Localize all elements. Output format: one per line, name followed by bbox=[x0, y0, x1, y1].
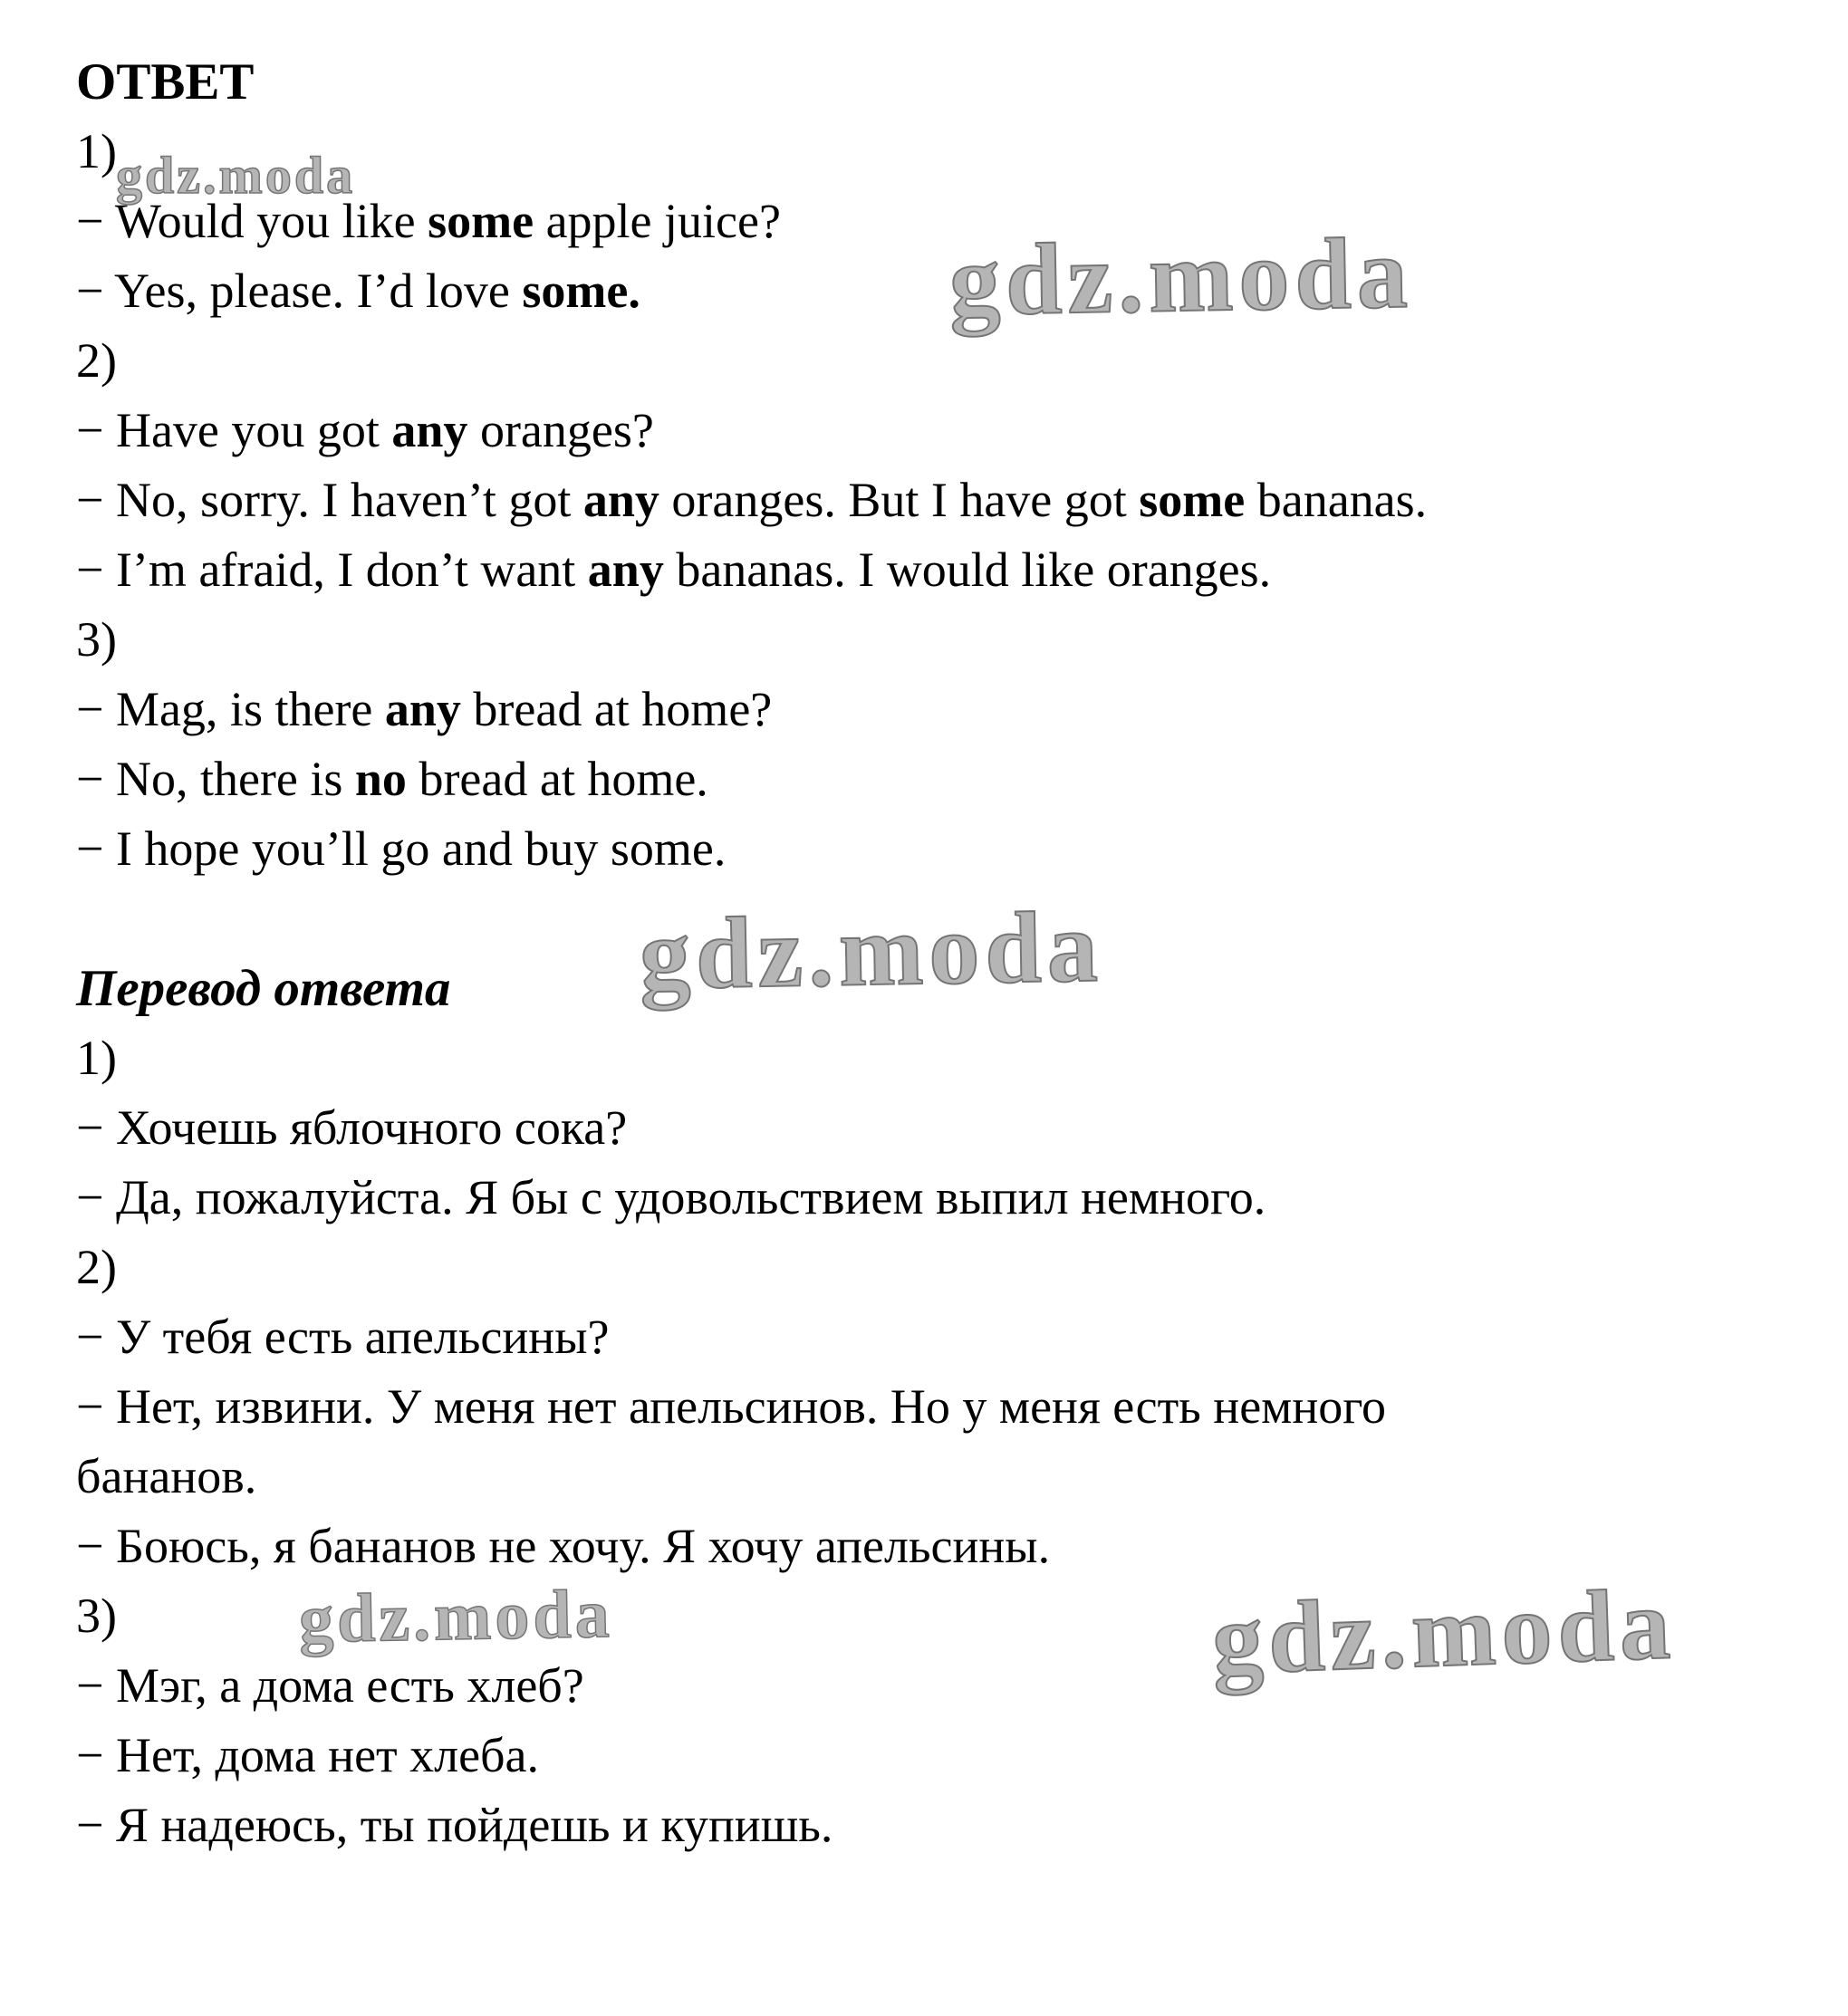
dialog-line bbox=[76, 1372, 1815, 1442]
dialog-text-bold: any bbox=[391, 403, 468, 457]
dialog-text: − Я надеюсь, ты пойдешь и купишь. bbox=[76, 1798, 833, 1852]
dialog-line bbox=[76, 1302, 1815, 1372]
dialog-text: oranges. But I have got bbox=[659, 473, 1140, 527]
dialog-text-bold: any bbox=[587, 542, 664, 597]
dialog-line bbox=[76, 744, 1815, 814]
dialog-text: apple juice? bbox=[534, 194, 781, 248]
section-number: 1) bbox=[76, 124, 117, 178]
dialog-text: − I’m afraid, I don’t want bbox=[76, 542, 588, 597]
section-number: 2) bbox=[76, 1240, 117, 1294]
dialog-line bbox=[76, 535, 1815, 605]
dialog-text: oranges? bbox=[467, 403, 654, 457]
dialog-text-bold: some bbox=[428, 194, 534, 248]
dialog-text: бананов. bbox=[76, 1449, 257, 1503]
dialog-text-bold: some. bbox=[522, 264, 640, 318]
dialog-text: − No, sorry. I haven’t got bbox=[76, 473, 583, 527]
dialog-line bbox=[76, 256, 1815, 326]
watermark-inline-top: gdz.moda bbox=[116, 146, 356, 205]
dialog-text: bread at home. bbox=[406, 752, 708, 806]
dialog-line bbox=[76, 187, 1815, 256]
dialog-line bbox=[76, 675, 1815, 744]
dialog-text: − Mag, is there bbox=[76, 682, 385, 736]
dialog-line bbox=[76, 1442, 1815, 1512]
dialog-text-bold: some bbox=[1139, 473, 1246, 527]
dialog-line bbox=[76, 1721, 1815, 1790]
dialog-text-bold: any bbox=[582, 473, 659, 527]
dialog-text: − No, there is bbox=[76, 752, 355, 806]
answer-heading: ОТВЕТ bbox=[76, 53, 255, 110]
watermark-bottom-left: gdz.moda bbox=[298, 1575, 614, 1658]
dialog-text: − Да, пожалуйста. Я бы с удовольствием выпил немного. bbox=[76, 1170, 1266, 1224]
answer-block bbox=[76, 47, 1815, 1860]
section-number: 3) bbox=[76, 612, 117, 667]
answer-sections bbox=[76, 117, 1815, 884]
section-number: 2) bbox=[76, 333, 117, 388]
dialog-text: − Yes, please. I’d love bbox=[76, 264, 523, 318]
dialog-text: − Would you like bbox=[76, 194, 428, 248]
section-number: 1) bbox=[76, 1031, 117, 1085]
translation-sections bbox=[76, 1023, 1815, 1860]
dialog-line bbox=[76, 1093, 1815, 1163]
dialog-text: − Мэг, а дома есть хлеб? bbox=[76, 1658, 584, 1713]
dialog-text: − Боюсь, я бананов не хочу. Я хочу апельсины. bbox=[76, 1519, 1051, 1573]
dialog-line bbox=[76, 1790, 1815, 1860]
dialog-line bbox=[76, 1512, 1815, 1581]
watermark-top-right: gdz.moda bbox=[948, 216, 1414, 338]
dialog-text: − Хочешь яблочного сока? bbox=[76, 1100, 628, 1155]
section-number: 3) bbox=[76, 1589, 117, 1643]
dialog-line bbox=[76, 1651, 1815, 1721]
dialog-text: − Нет, извини. У меня нет апельсинов. Но у меня есть немного bbox=[76, 1379, 1387, 1434]
translation-heading: Перевод ответа bbox=[76, 960, 451, 1017]
watermark-middle: gdz.moda bbox=[638, 890, 1104, 1012]
dialog-text: − Have you got bbox=[76, 403, 392, 457]
dialog-text: − У тебя есть апельсины? bbox=[76, 1310, 610, 1364]
dialog-line bbox=[76, 396, 1815, 466]
dialog-text-bold: any bbox=[384, 682, 461, 736]
dialog-text: − Нет, дома нет хлеба. bbox=[76, 1728, 539, 1782]
dialog-text: bananas. bbox=[1245, 473, 1428, 527]
dialog-line bbox=[76, 814, 1815, 884]
dialog-text: − I hope you’ll go and buy some. bbox=[76, 821, 727, 876]
dialog-line bbox=[76, 466, 1815, 535]
dialog-text: bread at home? bbox=[460, 682, 773, 736]
dialog-text: bananas. I would like oranges. bbox=[663, 542, 1272, 597]
dialog-line bbox=[76, 1163, 1815, 1233]
watermark-bottom-right: gdz.moda bbox=[1209, 1568, 1678, 1696]
dialog-text-bold: no bbox=[354, 752, 407, 806]
